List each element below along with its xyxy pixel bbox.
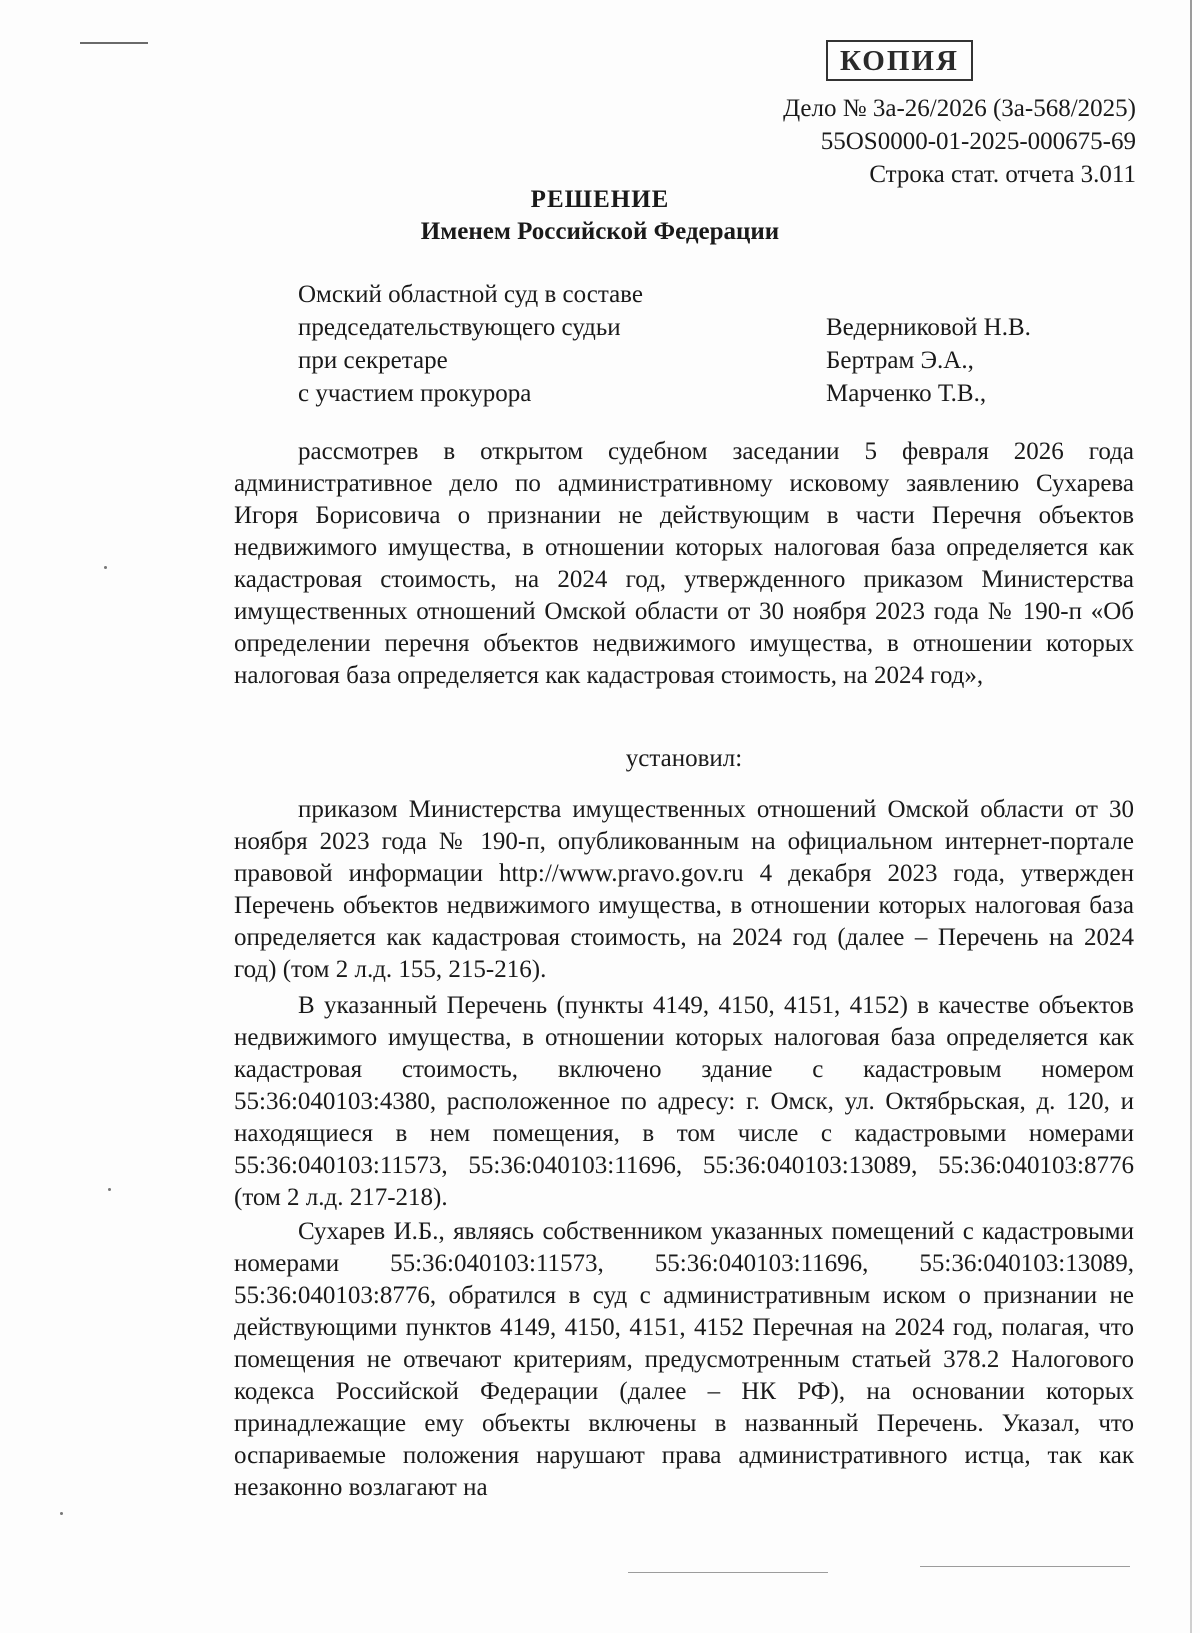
- stat-report-line: Строка стат. отчета 3.011: [869, 161, 1136, 188]
- case-uid: 55OS0000-01-2025-000675-69: [820, 128, 1136, 155]
- court-row: [298, 311, 1031, 344]
- scan-artifact-line: [628, 1572, 828, 1573]
- established-heading: установил:: [625, 745, 743, 772]
- scan-artifact-line: [920, 1566, 1130, 1567]
- scan-speck: [60, 1512, 63, 1515]
- court-row-label: при секретаре: [298, 347, 448, 374]
- court-row-label: Омский областной суд в составе: [298, 281, 643, 308]
- court-composition: [298, 278, 1031, 410]
- intro-paragraph: рассмотрев в открытом судебном заседании 5 февраля 2026 года административное дело по административному исковому заявлению Сухарева Игоря Борисовича о признании не действующим в части Перечня объектов недвижимого имущества, в отношении которых налоговая база определяется как кадастровая стоимость, на 2024 год, утвержденного приказом Министерства имущественных отношений Омской области от 30 ноября 2023 года № 190-п «Об определении перечня объектов недвижимого имущества, в отношении которых налоговая база определяется как кадастровая стоимость, на 2024 год»,: [234, 438, 1134, 689]
- court-row-label: председательствующего судьи: [298, 314, 621, 341]
- court-row: [298, 278, 1031, 311]
- court-row-label: с участием прокурора: [298, 380, 532, 407]
- body-paragraph: приказом Министерства имущественных отношений Омской области от 30 ноября 2023 года № 190-п, опубликованным на официальном интернет-портале правовой информации http://www.pravo.gov.ru 4 декабря 2023 года, утвержден Перечень объектов недвижимого имущества, в отношении которых налоговая база определяется как кадастровая стоимость, на 2024 год (далее – Перечень на 2024 год) (том 2 л.д. 155, 215-216).: [234, 796, 1134, 983]
- court-row: [298, 377, 1031, 410]
- case-metadata: [783, 92, 1136, 191]
- scan-speck: [104, 566, 107, 569]
- court-row-name: Ведерниковой Н.В.: [826, 314, 1031, 341]
- scan-artifact-line: [80, 42, 148, 44]
- copy-stamp: КОПИЯ: [826, 40, 973, 81]
- case-number: Дело № 3а-26/2026 (3а-568/2025): [783, 95, 1136, 122]
- scan-speck: [108, 1188, 111, 1191]
- body-paragraph: В указанный Перечень (пункты 4149, 4150, 4151, 4152) в качестве объектов недвижимого имущества, в отношении которых налоговая база определяется как кадастровая стоимость, включено здание с кадастровым номером 55:36:040103:4380, расположенное по адресу: г. Омск, ул. Октябрьская, д. 120, и находящиеся в нем помещения, в том числе с кадастровыми номерами 55:36:040103:11573, 55:36:040103:11696, 55:36:040103:13089, 55:36:040103:8776 (том 2 л.д. 217-218).: [234, 992, 1134, 1211]
- page-edge-shadow: [1190, 0, 1192, 1633]
- court-row: [298, 344, 1031, 377]
- body-paragraph: Сухарев И.Б., являясь собственником указанных помещений с кадастровыми номерами 55:36:040103:11573, 55:36:040103:11696, 55:36:040103:13089, 55:36:040103:8776, обратился в суд с административным иском о признании не действующими пунктов 4149, 4150, 4151, 4152 Перечная на 2024 год, полагая, что помещения не отвечают критериям, предусмотренным статьей 378.2 Налогового кодекса Российской Федерации (далее – НК РФ), на основании которых принадлежащие ему объекты включены в названный Перечень. Указал, что оспариваемые положения нарушают права административного истца, так как незаконно возлагают на: [234, 1218, 1134, 1501]
- court-row-name: Марченко Т.В.,: [826, 380, 987, 407]
- document-title: РЕШЕНИЕ: [530, 186, 670, 213]
- court-row-name: Бертрам Э.А.,: [826, 347, 974, 374]
- document-subtitle: Именем Российской Федерации: [420, 218, 780, 245]
